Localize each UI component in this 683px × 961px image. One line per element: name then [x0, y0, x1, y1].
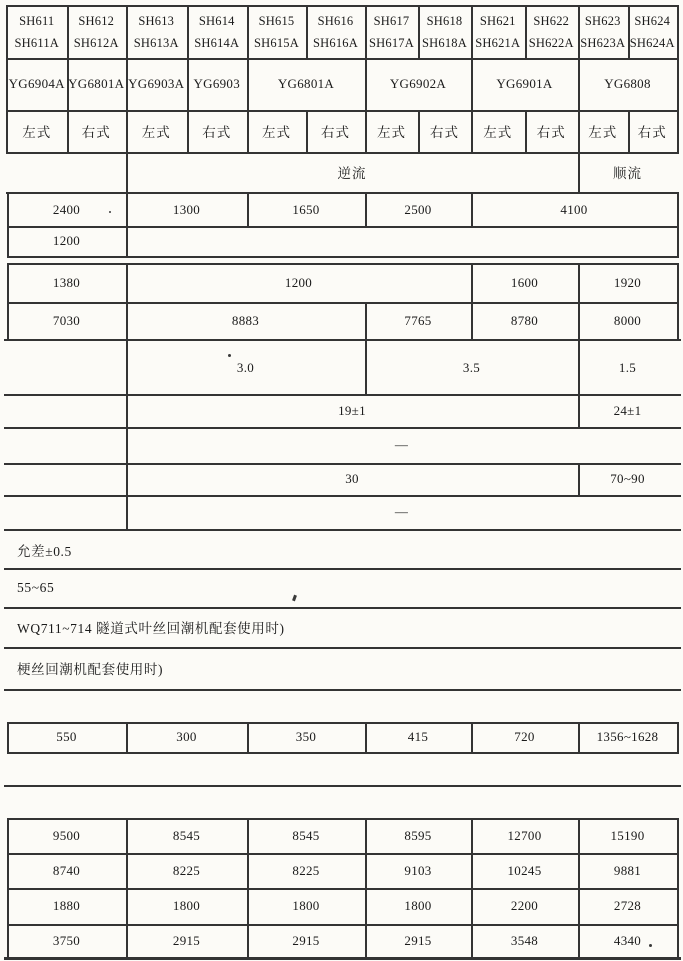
model-line2: SH622A: [528, 36, 574, 50]
dim-cell: 1800: [404, 898, 432, 913]
model-line1: SH616: [317, 14, 354, 28]
value-cell: 3.0: [236, 359, 255, 375]
value-cell: 1.5: [618, 359, 637, 375]
flow-co-cell: 顺流: [613, 166, 642, 181]
table-rule-horizontal: [7, 256, 677, 258]
dim-cell: 15190: [610, 827, 645, 843]
side-cell: 右式: [536, 125, 566, 140]
side-cell: 右式: [321, 125, 350, 140]
model-line2: SH617A: [369, 36, 414, 50]
table-rule-vertical: [677, 263, 679, 340]
side-cell: 左式: [588, 125, 618, 140]
value-cell: 24±1: [613, 402, 642, 418]
dim-cell: 8545: [292, 827, 320, 843]
value-cell: 415: [407, 729, 429, 744]
value-cell: 1650: [292, 201, 320, 217]
model-line1: SH611: [19, 14, 55, 28]
dim-cell: 1880: [52, 898, 81, 913]
model-cell: [7, 7, 67, 57]
table-rule-vertical: [677, 5, 679, 154]
value-cell: 1300: [172, 201, 201, 217]
model-cell: [126, 7, 187, 57]
model-line1: SH622: [533, 14, 570, 28]
model-line1: SH624: [634, 14, 671, 28]
dim-cell: 2915: [404, 932, 432, 948]
value-cell: 3.5: [462, 359, 481, 375]
table-rule-vertical: [677, 226, 679, 258]
side-cell: 右式: [430, 125, 459, 140]
dim-cell: 8225: [292, 862, 320, 878]
model-cell: [471, 7, 525, 57]
side-cell: 左式: [483, 125, 513, 140]
dim-cell: 8545: [172, 827, 201, 843]
dim-cell: 2915: [292, 932, 320, 948]
value-cell: 1356~1628: [596, 729, 659, 744]
table-rule-vertical: [677, 722, 679, 754]
value-cell: 8000: [613, 312, 642, 328]
table-rule-horizontal: [4, 689, 681, 691]
side-cell: 左式: [377, 125, 406, 140]
model-line2: SH624A: [629, 36, 675, 50]
model-line1: SH621: [479, 14, 516, 28]
value-cell: 350: [295, 729, 317, 744]
value-cell: 1200: [52, 233, 81, 248]
dim-cell: 10245: [507, 862, 542, 878]
model-cell: [525, 7, 579, 57]
model-line2: SH621A: [475, 36, 521, 50]
model-line2: SH618A: [422, 36, 467, 50]
dim-cell: 8225: [172, 862, 201, 878]
table-rule-vertical: [126, 226, 128, 256]
dim-cell: 9103: [404, 862, 432, 878]
model-cell: [67, 7, 127, 57]
value-cell: 2400: [52, 201, 81, 217]
value-cell: 7765: [404, 312, 432, 328]
model-cell: [247, 7, 306, 57]
flow-counter-cell: 逆流: [337, 166, 367, 181]
side-cell: 左式: [262, 125, 291, 140]
dim-cell: 2200: [510, 898, 539, 913]
note-tolerance: 允差±0.5: [17, 543, 72, 559]
model-line1: SH615: [258, 14, 295, 28]
model-line1: SH617: [373, 14, 410, 28]
model-line1: SH612: [78, 14, 115, 28]
model-line2: SH623A: [580, 36, 626, 50]
value-cell: 70~90: [610, 471, 645, 486]
model-line2: SH614A: [194, 36, 240, 50]
value-cell: 8780: [510, 312, 539, 328]
yg-model-cell: YG6903A: [128, 76, 185, 91]
dim-cell: 1800: [292, 898, 320, 913]
dim-cell: 12700: [507, 827, 542, 843]
note-wq: WQ711~714 隧道式叶丝回潮机配套使用时): [17, 621, 285, 636]
value-cell: 550: [56, 729, 77, 744]
yg-model-cell: YG6904A: [8, 76, 65, 91]
side-cell: 左式: [22, 125, 52, 140]
value-cell: 1920: [613, 274, 642, 290]
dim-cell: 2728: [613, 898, 642, 913]
model-line1: SH614: [198, 14, 235, 28]
value-cell: 300: [176, 729, 197, 744]
model-line2: SH611A: [14, 36, 59, 50]
side-cell: 左式: [141, 125, 171, 140]
value-cell: 1200: [284, 274, 313, 290]
model-line2: SH616A: [313, 36, 358, 50]
table-rule-horizontal: [4, 957, 681, 960]
model-line1: SH618: [426, 14, 463, 28]
yg-model-cell: YG6901A: [496, 76, 553, 91]
table-rule-vertical: [677, 818, 679, 957]
model-cell: [365, 7, 418, 57]
dim-cell: 9881: [613, 862, 642, 878]
value-cell: 1380: [52, 274, 81, 290]
table-rule-horizontal: [4, 785, 681, 787]
model-cell: [306, 7, 365, 57]
model-cell: [578, 7, 628, 57]
side-cell: 右式: [202, 125, 232, 140]
value-cell: 1600: [510, 274, 539, 290]
model-line2: SH612A: [73, 36, 119, 50]
note-range: 55~65: [17, 579, 55, 595]
yg-model-cell: YG6801A: [68, 76, 125, 91]
value-cell: 30: [345, 471, 359, 486]
value-cell: 4100: [560, 201, 588, 217]
dim-cell: 8595: [404, 827, 432, 843]
dim-cell: 2915: [172, 932, 201, 948]
yg-model-cell: YG6902A: [389, 76, 447, 91]
dash-cell: —: [394, 437, 409, 452]
table-rule-horizontal: [7, 752, 677, 754]
dim-cell: 1800: [172, 898, 201, 913]
value-cell: 7030: [52, 312, 81, 328]
note-geng: 梗丝回潮机配套使用时): [17, 662, 164, 677]
model-cell: [187, 7, 248, 57]
dim-cell: 3750: [52, 932, 81, 948]
dash-cell: —: [394, 504, 409, 519]
model-line1: SH613: [138, 14, 175, 28]
model-cell: [418, 7, 471, 57]
side-cell: 右式: [637, 125, 667, 140]
model-cell: [628, 7, 678, 57]
value-cell: 2500: [404, 201, 432, 217]
dim-cell: 9500: [52, 827, 81, 843]
yg-model-cell: YG6801A: [277, 76, 335, 91]
yg-model-cell: YG6808: [604, 76, 651, 91]
table-rule-vertical: [677, 192, 679, 226]
model-line2: SH615A: [254, 36, 299, 50]
dim-cell: 3548: [510, 932, 539, 948]
side-cell: 右式: [81, 125, 111, 140]
value-cell: 19±1: [338, 402, 366, 418]
dim-cell: 4340: [613, 932, 642, 948]
value-cell: 8883: [231, 312, 260, 328]
yg-model-cell: YG6903: [193, 76, 241, 91]
dim-cell: 8740: [52, 862, 81, 878]
model-line1: SH623: [584, 14, 621, 28]
value-cell: 720: [514, 729, 535, 744]
model-line2: SH613A: [133, 36, 179, 50]
